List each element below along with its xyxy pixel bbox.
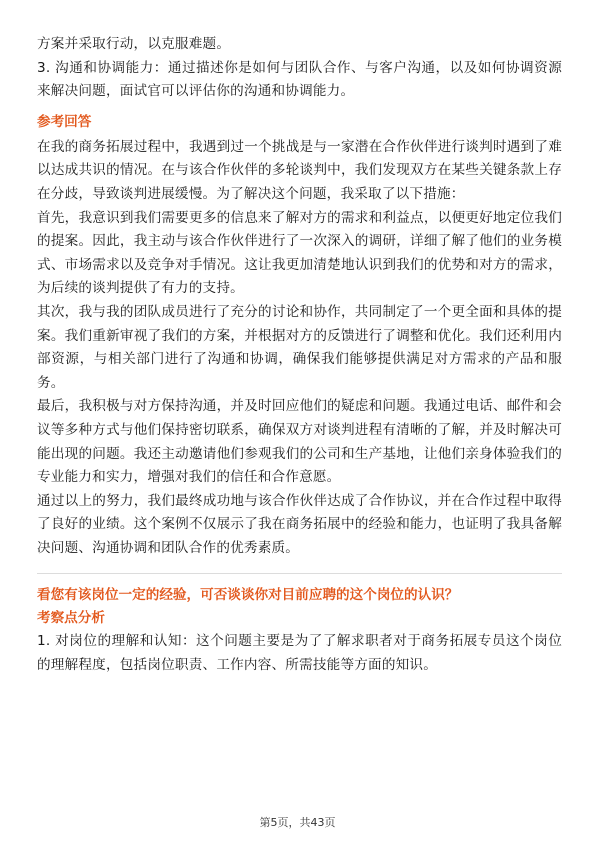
section-divider [37, 573, 562, 574]
page-footer: 第5页，共43页 [259, 816, 336, 829]
analysis-paragraph-1: 1. 对岗位的理解和认知：这个问题主要是为了了解求职者对于商务拓展专员这个岗位的理解程度，包括岗位职责、工作内容、所需技能等方面的知识。 [37, 633, 562, 674]
evaluation-point-3: 3. 沟通和协调能力：通过描述你是如何与团队合作、与客户沟通，以及如何协调资源来解决问题，面试官可以评估你的沟通和协调能力。 [37, 59, 562, 100]
answer-paragraph-1: 在我的商务拓展过程中，我遇到过一个挑战是与一家潜在合作伙伴进行谈判时遇到了难以达成共识的情况。在与该合作伙伴的多轮谈判中，我们发现双方在某些关键条款上存在分歧，导致谈判进展缓慢。为了解决这个问题，我采取了以下措施： [37, 138, 562, 202]
interview-question: 看您有该岗位一定的经验，可否谈谈你对目前应聘的这个岗位的认识？ [37, 587, 459, 604]
answer-paragraph-2: 首先，我意识到我们需要更多的信息来了解对方的需求和利益点，以便更好地定位我们的提案。因此，我主动与该合作伙伴进行了一次深入的调研，详细了解了他们的业务模式、市场需求以及竞争对手情况。这让我更加清楚地认识到我们的优势和对方的需求，为后续的谈判提供了有力的支持。 [37, 209, 562, 297]
answer-paragraph-4: 最后，我积极与对方保持沟通，并及时回应他们的疑虑和问题。我通过电话、邮件和会议等多种方式与他们保持密切联系，确保双方对谈判进程有清晰的了解，并及时解决可能出现的问题。我还主动邀请他们参观我们的公司和生产基地，让他们亲身体验我们的专业能力和实力，增强对我们的信任和合作意愿。 [37, 398, 562, 486]
body-paragraph: 方案并采取行动，以克服难题。 [37, 36, 231, 52]
reference-answer-heading: 参考回答 [37, 113, 92, 130]
answer-paragraph-5: 通过以上的努力，我们最终成功地与该合作伙伴达成了合作协议，并在合作过程中取得了良好的业绩。这个案例不仅展示了我在商务拓展中的经验和能力，也证明了我具备解决问题、沟通协调和团队合作的优秀素质。 [37, 492, 562, 556]
analysis-heading: 考察点分析 [37, 610, 105, 627]
page-content [37, 33, 562, 678]
answer-paragraph-3: 其次，我与我的团队成员进行了充分的讨论和协作，共同制定了一个更全面和具体的提案。我们重新审视了我们的方案，并根据对方的反馈进行了调整和优化。我们还利用内部资源，与相关部门进行了沟通和协调，确保我们能够提供满足对方需求的产品和服务。 [37, 303, 562, 391]
